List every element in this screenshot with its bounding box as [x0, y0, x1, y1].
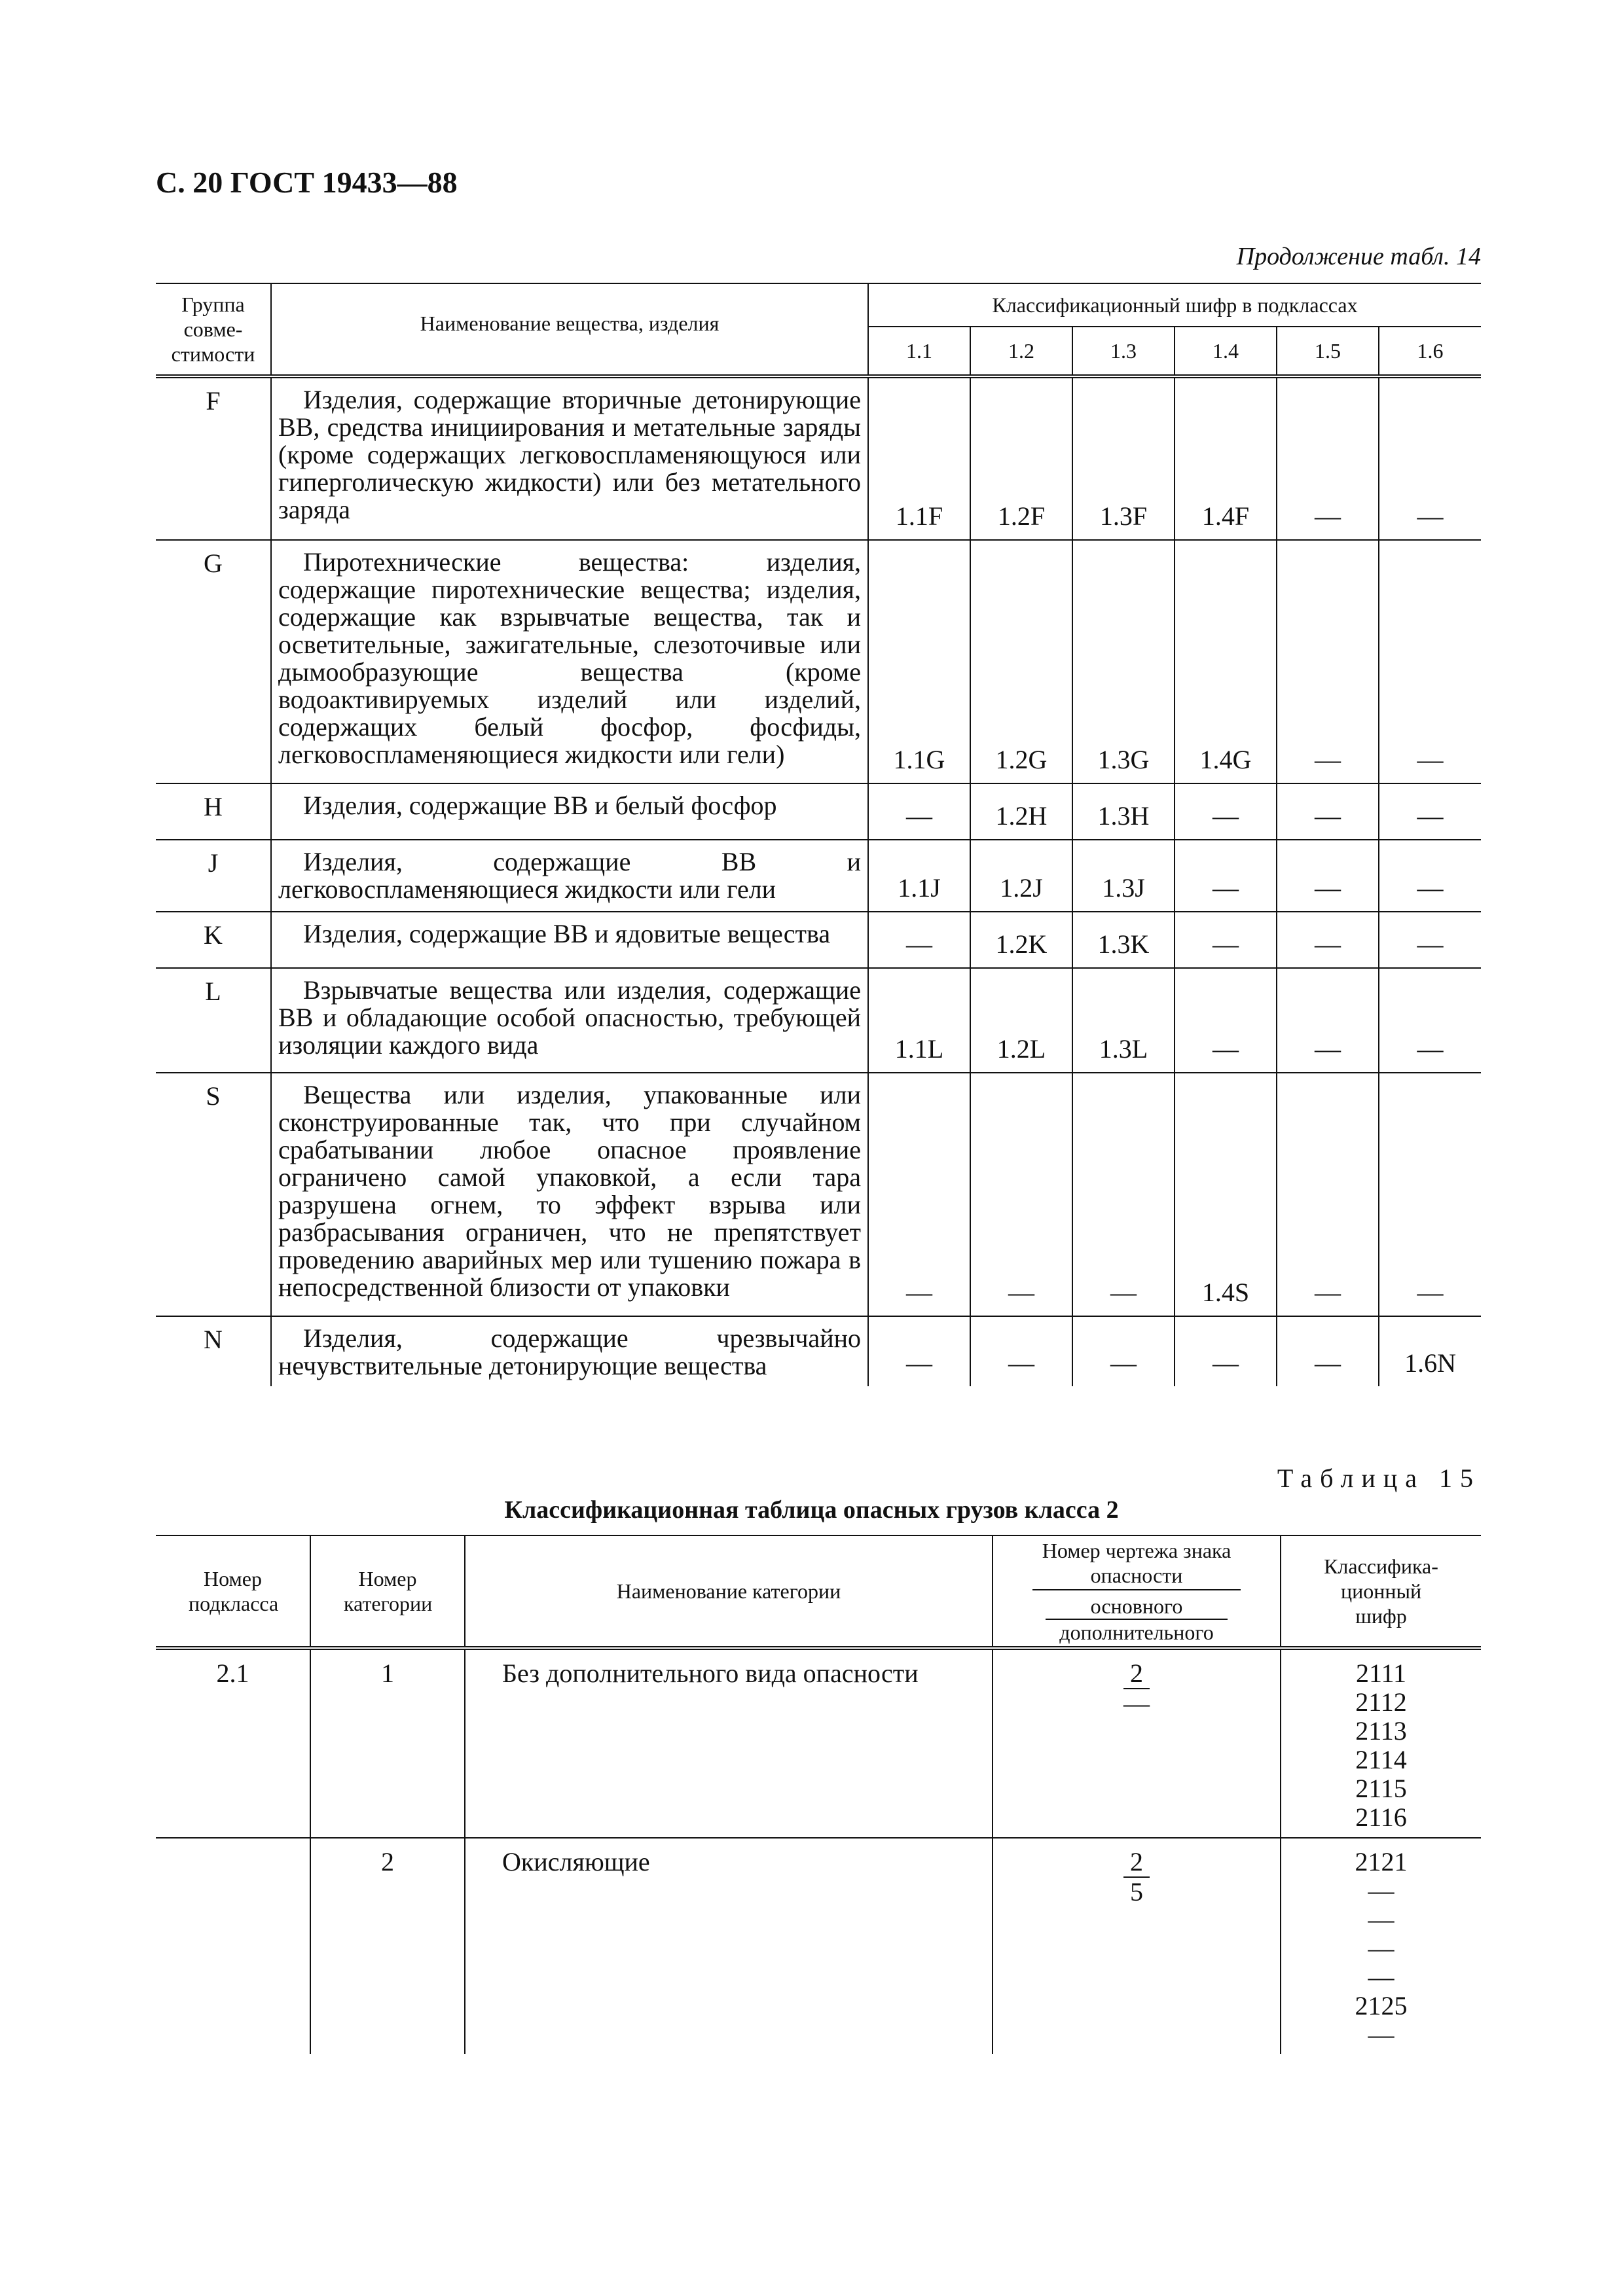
code-cell: —	[1175, 912, 1277, 968]
page-header: С. 20 ГОСТ 19433—88	[156, 166, 458, 199]
group-header-line: Группа	[181, 293, 245, 316]
code-cell: 1.3L	[1072, 968, 1175, 1073]
group-cell: H	[204, 792, 223, 821]
code-cell: —	[1379, 783, 1481, 840]
subclass-cell	[156, 1838, 310, 2054]
group-cell: N	[204, 1325, 223, 1354]
group-header-line: совме-	[183, 317, 243, 341]
continuation-caption: Продолжение табл. 14	[1236, 243, 1481, 270]
code-cell: —	[1072, 1316, 1175, 1386]
code-cell: —	[970, 1073, 1072, 1316]
col-header-codes: Классификационный шифр в подклассах	[868, 283, 1481, 327]
col-header-category: Номер категории	[310, 1535, 465, 1648]
code-cell: —	[1379, 968, 1481, 1073]
substance-name-cell	[271, 840, 868, 912]
table-row	[156, 840, 1481, 912]
code-cell: 1.2L	[970, 968, 1072, 1073]
code-cell: —	[1277, 540, 1379, 783]
substance-name-cell	[271, 1316, 868, 1386]
category-cell: 1	[310, 1648, 465, 1838]
table-row	[156, 968, 1481, 1073]
table-row	[156, 783, 1481, 840]
code-cell: —	[1277, 968, 1379, 1073]
code-cell: 1.1L	[868, 968, 970, 1073]
sign-header-text: Номер чертежа знака опасности	[1032, 1538, 1241, 1590]
subclass-header: 1.5	[1277, 327, 1379, 376]
sign-main-header: основного	[1046, 1594, 1228, 1620]
substance-name-cell	[271, 1073, 868, 1316]
code-cell: 1.2F	[970, 376, 1072, 540]
table-row	[156, 1316, 1481, 1386]
code-cell: —	[1379, 540, 1481, 783]
code-cell: 1.2K	[970, 912, 1072, 968]
code-list-cell	[1281, 1648, 1481, 1838]
classification-code: —	[1368, 1962, 1395, 1992]
col-header-category-name: Наименование категории	[465, 1535, 993, 1648]
subclass-cell: 2.1	[216, 1659, 249, 1688]
substance-name: Изделия, содержащие чрезвычайно нечувствительные детонирующие вещества	[278, 1323, 861, 1380]
classification-code: 2115	[1355, 1774, 1407, 1803]
code-cell: 1.3J	[1072, 840, 1175, 912]
table-15-label: Таблица 15	[1277, 1463, 1481, 1493]
table-15-title: Классификационная таблица опасных грузов класса 2	[504, 1496, 1119, 1524]
code-cell: 1.4F	[1175, 376, 1277, 540]
col-header-group	[156, 283, 271, 376]
substance-name-cell	[271, 968, 868, 1073]
col-header-sign-parts	[993, 1592, 1281, 1648]
subclass-header: 1.1	[868, 327, 970, 376]
col-header-sign	[993, 1535, 1281, 1592]
group-header-line: стимости	[171, 342, 255, 366]
classification-code: 2121	[1355, 1847, 1408, 1876]
code-cell: —	[1379, 1073, 1481, 1316]
code-cell: 1.3G	[1072, 540, 1175, 783]
code-cell: —	[1277, 1316, 1379, 1386]
group-cell: G	[204, 548, 223, 578]
col-header-subclass: Номер подкласса	[156, 1535, 310, 1648]
subclass-header: 1.4	[1175, 327, 1277, 376]
sign-cell	[993, 1648, 1281, 1838]
group-cell: F	[206, 386, 221, 416]
substance-name: Изделия, содержащие вторичные детонирующие ВВ, средства инициирования и метательные заряды (кроме содержащих легковоспламеняющуюся или гиперголическую жидкости) или без метательного заряда	[278, 385, 861, 524]
substance-name: Вещества или изделия, упакованные или сконструированные так, что при случайном срабатывании любое опасное проявление ограничено самой упаковкой, а если тара разрушена огнем, то эффект взрыва или разбрасывания ограничен, что не препятствует проведению аварийных мер или тушению пожара в непосредственной близости от упаковки	[278, 1080, 861, 1302]
code-list-cell	[1281, 1838, 1481, 2054]
sign-extra: 5	[1130, 1877, 1143, 1907]
code-cell: —	[1175, 1316, 1277, 1386]
sign-fraction	[1123, 1848, 1150, 1907]
code-cell: —	[868, 912, 970, 968]
code-cell: —	[1379, 840, 1481, 912]
code-cell: 1.3F	[1072, 376, 1175, 540]
classification-code: 2112	[1355, 1687, 1407, 1717]
classification-code: 2113	[1355, 1716, 1407, 1746]
table-row	[156, 1073, 1481, 1316]
table-row	[156, 1648, 1481, 1838]
group-cell: S	[206, 1081, 221, 1111]
table-14	[156, 283, 1481, 1386]
code-cell: 1.3K	[1072, 912, 1175, 968]
code-cell: —	[1379, 376, 1481, 540]
category-cell: 2	[310, 1838, 465, 2054]
substance-name-cell	[271, 783, 868, 840]
col-header-name: Наименование вещества, изделия	[271, 283, 868, 376]
table-row	[156, 1838, 1481, 2054]
code-cell: 1.1G	[868, 540, 970, 783]
sign-main: 2	[1123, 1659, 1150, 1689]
code-cell: —	[1072, 1073, 1175, 1316]
classification-code: —	[1368, 2020, 1395, 2049]
subclass-header: 1.3	[1072, 327, 1175, 376]
code-cell: 1.1J	[868, 840, 970, 912]
classification-code: 2125	[1355, 1991, 1408, 2020]
substance-name: Изделия, содержащие ВВ и ядовитые вещества	[303, 919, 831, 948]
code-cell: —	[868, 1073, 970, 1316]
substance-name: Пиротехнические вещества: изделия, содержащие пиротехнические вещества; изделия, содержащие как взрывчатые вещества, так и осветительные, зажигательные, слезоточивые или дымообразующие вещества (кроме водоактивируемых изделий или изделий, содержащих белый фосфор, фосфиды, легковоспламеняющиеся жидкости или гели)	[278, 547, 861, 769]
table-row	[156, 540, 1481, 783]
code-cell: 1.6N	[1379, 1316, 1481, 1386]
group-cell: L	[205, 977, 221, 1006]
code-cell: —	[1277, 912, 1379, 968]
substance-name: Изделия, содержащие ВВ и легковоспламеняющиеся жидкости или гели	[278, 847, 861, 904]
subclass-header: 1.2	[970, 327, 1072, 376]
code-cell: —	[1277, 376, 1379, 540]
code-cell: 1.4S	[1175, 1073, 1277, 1316]
classification-code: 2114	[1355, 1745, 1407, 1774]
code-cell: —	[1277, 840, 1379, 912]
code-cell: —	[1175, 840, 1277, 912]
sign-cell	[993, 1838, 1281, 2054]
substance-name: Взрывчатые вещества или изделия, содержащие ВВ и обладающие особой опасностью, требующей изоляции каждого вида	[278, 975, 861, 1060]
category-name-cell: Без дополнительного вида опасности	[465, 1648, 993, 1838]
sign-extra: —	[1123, 1689, 1150, 1718]
classification-code: —	[1368, 1933, 1395, 1963]
sign-fraction	[1123, 1659, 1150, 1718]
group-cell: J	[208, 848, 219, 878]
substance-name-cell	[271, 540, 868, 783]
code-cell: —	[970, 1316, 1072, 1386]
code-cell: 1.2G	[970, 540, 1072, 783]
substance-name-cell	[271, 376, 868, 540]
category-name-cell: Окисляющие	[465, 1838, 993, 2054]
substance-name-cell	[271, 912, 868, 968]
code-cell: —	[1277, 1073, 1379, 1316]
col-header-code: Классифика-ционный шифр	[1281, 1535, 1481, 1648]
code-cell: 1.4G	[1175, 540, 1277, 783]
code-cell: 1.2H	[970, 783, 1072, 840]
classification-code: 2116	[1355, 1803, 1407, 1832]
table-row	[156, 376, 1481, 540]
subclass-header: 1.6	[1379, 327, 1481, 376]
substance-name: Изделия, содержащие ВВ и белый фосфор	[303, 791, 777, 820]
code-cell: —	[1175, 968, 1277, 1073]
group-cell: K	[204, 920, 223, 950]
code-cell: —	[1379, 912, 1481, 968]
code-cell: 1.1F	[868, 376, 970, 540]
code-cell: —	[1175, 783, 1277, 840]
table-row	[156, 912, 1481, 968]
code-cell: —	[868, 783, 970, 840]
sign-main: 2	[1123, 1848, 1150, 1878]
code-cell: —	[868, 1316, 970, 1386]
classification-code: —	[1368, 1876, 1395, 1905]
table-15	[156, 1535, 1481, 2054]
code-cell: 1.3H	[1072, 783, 1175, 840]
code-cell: —	[1277, 783, 1379, 840]
code-cell: 1.2J	[970, 840, 1072, 912]
sign-extra-header: дополнительного	[1059, 1621, 1214, 1644]
classification-code: —	[1368, 1905, 1395, 1934]
classification-code: 2111	[1355, 1659, 1407, 1688]
